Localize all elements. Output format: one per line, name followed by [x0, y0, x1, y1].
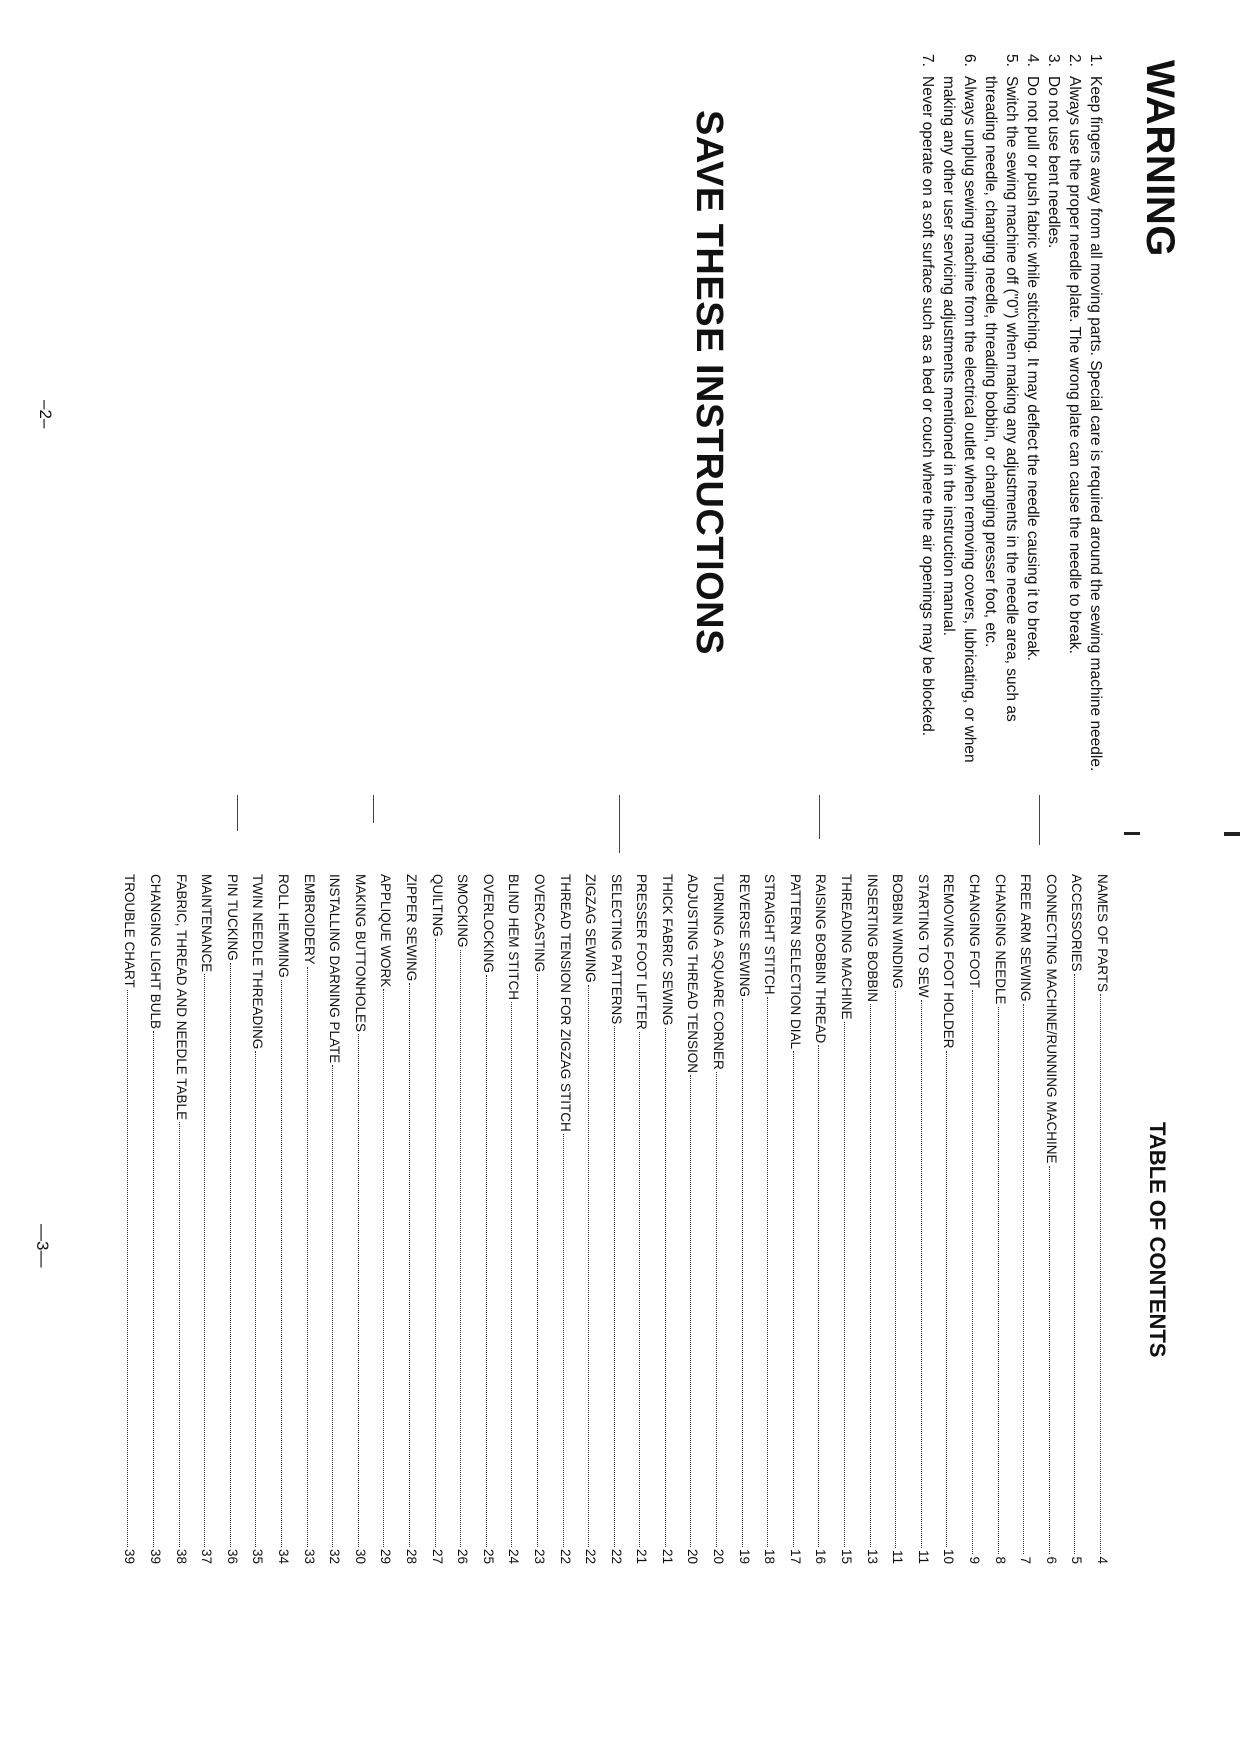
- warning-item: [938, 54, 980, 784]
- toc-dot-leader: [486, 975, 499, 1547]
- toc-entry-page: 35: [250, 1548, 266, 1564]
- warning-item-number: 4.: [1024, 54, 1041, 67]
- toc-entry-title: FREE ARM SEWING: [1018, 874, 1034, 1002]
- toc-dot-leader: [1074, 974, 1087, 1555]
- toc-entry-page: 18: [762, 1548, 778, 1564]
- toc-dot-leader: [563, 1134, 576, 1547]
- toc-entry-page: 11: [915, 1549, 931, 1564]
- toc-entry-page: 21: [659, 1548, 675, 1564]
- toc-entry: [168, 874, 194, 1564]
- toc-dot-leader: [665, 1028, 678, 1547]
- toc-entry-page: 16: [813, 1548, 829, 1564]
- toc-entry-title: BLIND HEM STITCH: [506, 874, 522, 1001]
- toc-entry-page: 10: [941, 1548, 957, 1564]
- toc-entry-page: 11: [890, 1549, 906, 1564]
- toc-dot-leader: [1023, 1004, 1036, 1555]
- toc-dot-leader: [204, 974, 217, 1547]
- divider-dash: [237, 795, 238, 831]
- toc-entry-title: STARTING TO SEW: [915, 874, 931, 998]
- warning-item: [980, 54, 1022, 784]
- toc-list: [117, 874, 1115, 1564]
- warning-title: WARNING: [1138, 60, 1182, 257]
- toc-dot-leader: [127, 990, 140, 1547]
- toc-entry-page: 17: [787, 1548, 803, 1564]
- toc-dot-leader: [383, 989, 396, 1547]
- toc-dot-leader: [537, 974, 550, 1547]
- toc-entry-title: CONNECTING MACHINE/RUNNING MACHINE: [1043, 874, 1059, 1164]
- toc-entry-page: 22: [583, 1548, 599, 1564]
- toc-entry: [424, 874, 450, 1564]
- toc-entry: [578, 874, 604, 1564]
- toc-entry: [808, 874, 834, 1564]
- fold-mark: [1124, 832, 1140, 835]
- toc-entry-title: PIN TUCKING: [224, 874, 240, 961]
- toc-entry: [859, 874, 885, 1564]
- toc-entry: [654, 874, 680, 1564]
- toc-dot-leader: [1049, 1166, 1062, 1555]
- toc-entry-title: PATTERN SELECTION DIAL: [787, 874, 803, 1050]
- toc-entry: [987, 874, 1013, 1564]
- toc-dot-leader: [818, 1045, 831, 1547]
- toc-entry-page: 27: [429, 1548, 445, 1564]
- toc-entry: [782, 874, 808, 1564]
- warning-item-text: Switch the sewing machine off ("0") when making any adjustments in the needle area, such as threading needle, changing needle, threading bobbin, or changing presser foot, etc.: [982, 76, 1020, 722]
- toc-entry-title: THREADING MACHINE: [839, 874, 855, 1020]
- toc-dot-leader: [691, 1075, 704, 1547]
- toc-entry-page: 25: [480, 1548, 496, 1564]
- toc-entry: [757, 874, 783, 1564]
- toc-entry: [833, 874, 859, 1564]
- toc-entry: [270, 874, 296, 1564]
- toc-entry: [552, 874, 578, 1564]
- toc-dot-leader: [742, 999, 755, 1547]
- warning-item-text: Always use the proper needle plate. The wrong plate can cause the needle to break.: [1066, 76, 1083, 654]
- toc-entry-title: TWIN NEEDLE THREADING: [250, 874, 266, 1050]
- toc-entry-title: OVERCASTING: [531, 874, 547, 973]
- toc-dot-leader: [998, 1007, 1011, 1555]
- fold-mark: [1224, 832, 1240, 836]
- divider-dash: [1039, 795, 1040, 845]
- toc-entry-page: 13: [864, 1548, 880, 1564]
- toc-entry-title: ADJUSTING THREAD TENSION: [685, 874, 701, 1074]
- page-number-right: —3—: [33, 1224, 52, 1268]
- warning-item-text: Never operate on a soft surface such as a bed or couch where the air openings may be blocked.: [919, 76, 936, 736]
- toc-entry-title: CHANGING LIGHT BULB: [148, 874, 164, 1030]
- toc-entry-title: APPLIQUE WORK: [378, 874, 394, 988]
- toc-entry-page: 4: [1095, 1556, 1110, 1564]
- warning-item: [1043, 54, 1064, 784]
- toc-dot-leader: [921, 1000, 934, 1548]
- toc-entry-title: REMOVING FOOT HOLDER: [941, 874, 957, 1049]
- toc-entry: [885, 874, 911, 1564]
- toc-dot-leader: [281, 980, 294, 1547]
- toc-dot-leader: [972, 990, 985, 1554]
- warning-item-text: Do not pull or push fabric while stitching. It may deflect the needle causing it to break.: [1024, 76, 1041, 662]
- save-instructions-title: SAVE THESE INSTRUCTIONS: [688, 110, 730, 655]
- toc-entry-title: MAINTENANCE: [199, 874, 215, 973]
- toc-entry-title: ZIPPER SEWING: [403, 874, 419, 982]
- warning-item-number: 5.: [1003, 54, 1020, 67]
- toc-entry: [910, 874, 936, 1564]
- warning-item-text: Keep fingers away from all moving parts. Special care is required around the sewing machine needle.: [1087, 76, 1104, 772]
- toc-entry-title: CHANGING FOOT: [967, 874, 983, 988]
- toc-entry-title: MAKING BUTTONHOLES: [352, 874, 368, 1033]
- toc-entry: [1089, 874, 1115, 1564]
- warning-item: [1022, 54, 1043, 784]
- warning-item: [917, 54, 938, 784]
- toc-entry-title: STRAIGHT STITCH: [762, 874, 778, 995]
- toc-entry-title: TROUBLE CHART: [122, 874, 138, 988]
- toc-entry-title: FABRIC, THREAD AND NEEDLE TABLE: [173, 874, 189, 1121]
- toc-entry: [526, 874, 552, 1564]
- toc-entry-title: THICK FABRIC SEWING: [659, 874, 675, 1026]
- toc-entry: [603, 874, 629, 1564]
- toc-dot-leader: [844, 1022, 857, 1547]
- warning-item-number: 3.: [1045, 54, 1062, 67]
- toc-entry: [142, 874, 168, 1564]
- toc-entry-title: RAISING BOBBIN THREAD: [813, 874, 829, 1044]
- warning-list: [917, 54, 1106, 784]
- toc-entry-page: 39: [122, 1548, 138, 1564]
- toc-dot-leader: [870, 1004, 883, 1547]
- toc-entry-title: SMOCKING: [455, 874, 471, 948]
- toc-entry-page: 32: [327, 1548, 343, 1564]
- toc-dot-leader: [946, 1051, 959, 1547]
- page-number-left: –2–: [36, 400, 55, 429]
- toc-entry: [245, 874, 271, 1564]
- toc-entry-title: REVERSE SEWING: [736, 874, 752, 998]
- toc-dot-leader: [511, 1002, 524, 1547]
- warning-item-number: 2.: [1066, 54, 1083, 67]
- toc-entry: [731, 874, 757, 1564]
- toc-entry: [1038, 874, 1064, 1564]
- toc-entry-page: 6: [1043, 1556, 1059, 1564]
- toc-entry-page: 22: [557, 1548, 573, 1564]
- toc-dot-leader: [1100, 994, 1113, 1554]
- toc-entry-page: 30: [352, 1548, 368, 1564]
- toc-dot-leader: [767, 997, 780, 1547]
- toc-entry-page: 26: [455, 1548, 471, 1564]
- toc-entry: [347, 874, 373, 1564]
- toc-entry: [629, 874, 655, 1564]
- toc-dot-leader: [255, 1051, 268, 1547]
- toc-dot-leader: [435, 939, 448, 1547]
- toc-entry-title: INSERTING BOBBIN: [864, 874, 880, 1003]
- toc-entry-page: 33: [301, 1548, 317, 1564]
- toc-entry: [936, 874, 962, 1564]
- toc-dot-leader: [639, 1032, 652, 1547]
- toc-entry-page: 23: [531, 1548, 547, 1564]
- warning-item-number: 1.: [1087, 54, 1104, 67]
- toc-dot-leader: [460, 950, 473, 1547]
- warning-item-text: Always unplug sewing machine from the electrical outlet when removing covers, lubricating, or when making any other user servicing adjustments mentioned in the instruction manual.: [940, 76, 978, 763]
- toc-entry: [706, 874, 732, 1564]
- toc-dot-leader: [153, 1031, 166, 1547]
- toc-entry-title: TURNING A SQUARE CORNER: [711, 874, 727, 1070]
- warning-item-text: Do not use bent needles.: [1045, 76, 1062, 249]
- toc-entry: [322, 874, 348, 1564]
- toc-entry: [501, 874, 527, 1564]
- toc-entry-title: CHANGING NEEDLE: [992, 874, 1008, 1005]
- toc-entry-title: ACCESSORIES: [1069, 874, 1085, 972]
- warning-item: [1085, 54, 1106, 784]
- toc-entry: [450, 874, 476, 1564]
- toc-entry-title: OVERLOCKING: [480, 874, 496, 974]
- toc-entry-page: 22: [608, 1548, 624, 1564]
- toc-entry: [1064, 874, 1090, 1564]
- toc-entry-page: 29: [378, 1548, 394, 1564]
- toc-entry-title: NAMES OF PARTS: [1095, 874, 1110, 993]
- toc-entry-title: ZIGZAG SEWING: [583, 874, 599, 983]
- toc-entry: [219, 874, 245, 1564]
- toc-entry: [296, 874, 322, 1564]
- toc-entry-page: 9: [967, 1556, 983, 1564]
- toc-entry-page: 28: [403, 1548, 419, 1564]
- toc-dot-leader: [716, 1072, 729, 1547]
- toc-entry-title: QUILTING: [429, 874, 445, 937]
- toc-entry-page: 5: [1069, 1556, 1085, 1564]
- toc-entry-title: BOBBIN WINDING: [890, 874, 906, 989]
- toc-entry: [961, 874, 987, 1564]
- toc-dot-leader: [230, 963, 243, 1547]
- toc-entry-page: 20: [685, 1548, 701, 1564]
- divider-dash: [373, 795, 374, 823]
- toc-dot-leader: [614, 1026, 627, 1547]
- toc-entry-page: 37: [199, 1548, 215, 1564]
- toc-entry: [117, 874, 143, 1564]
- toc-entry-title: ROLL HEMMING: [276, 874, 291, 978]
- toc-entry: [194, 874, 220, 1564]
- toc-dot-leader: [793, 1051, 806, 1547]
- toc-entry-page: 20: [711, 1548, 727, 1564]
- toc-dot-leader: [588, 985, 601, 1547]
- toc-entry: [475, 874, 501, 1564]
- toc-entry-title: INSTALLING DARNING PLATE: [327, 874, 343, 1064]
- toc-entry-page: 34: [276, 1548, 291, 1564]
- toc-entry-title: THREAD TENSION FOR ZIGZAG STITCH: [557, 874, 573, 1132]
- toc-dot-leader: [179, 1122, 192, 1547]
- toc-entry-page: 38: [173, 1548, 189, 1564]
- toc-entry: [398, 874, 424, 1564]
- warning-item-number: 6.: [961, 54, 978, 67]
- toc-entry-page: 8: [992, 1556, 1008, 1564]
- toc-entry: [373, 874, 399, 1564]
- toc-title: TABLE OF CONTENTS: [1145, 1122, 1170, 1358]
- toc-dot-leader: [895, 991, 908, 1548]
- toc-entry-page: 7: [1018, 1556, 1034, 1564]
- toc-dot-leader: [332, 1065, 345, 1547]
- toc-entry: [680, 874, 706, 1564]
- toc-entry-page: 21: [634, 1548, 650, 1564]
- divider-dash: [619, 795, 620, 853]
- toc-dot-leader: [358, 1034, 371, 1547]
- toc-entry-page: 19: [736, 1548, 752, 1564]
- toc-entry-page: 36: [224, 1548, 240, 1564]
- toc-entry-page: 24: [506, 1548, 522, 1564]
- toc-dot-leader: [409, 983, 422, 1547]
- toc-dot-leader: [307, 967, 320, 1547]
- toc-entry-title: EMBROIDERY: [301, 874, 317, 965]
- toc-entry-page: 15: [839, 1548, 855, 1564]
- warning-item-number: 7.: [919, 54, 936, 67]
- warning-item: [1064, 54, 1085, 784]
- toc-entry-page: 39: [148, 1548, 164, 1564]
- toc-entry: [1013, 874, 1039, 1564]
- divider-dash: [819, 795, 820, 839]
- toc-entry-title: PRESSER FOOT LIFTER: [634, 874, 650, 1030]
- toc-entry-title: SELECTING PATTERNS: [608, 874, 624, 1025]
